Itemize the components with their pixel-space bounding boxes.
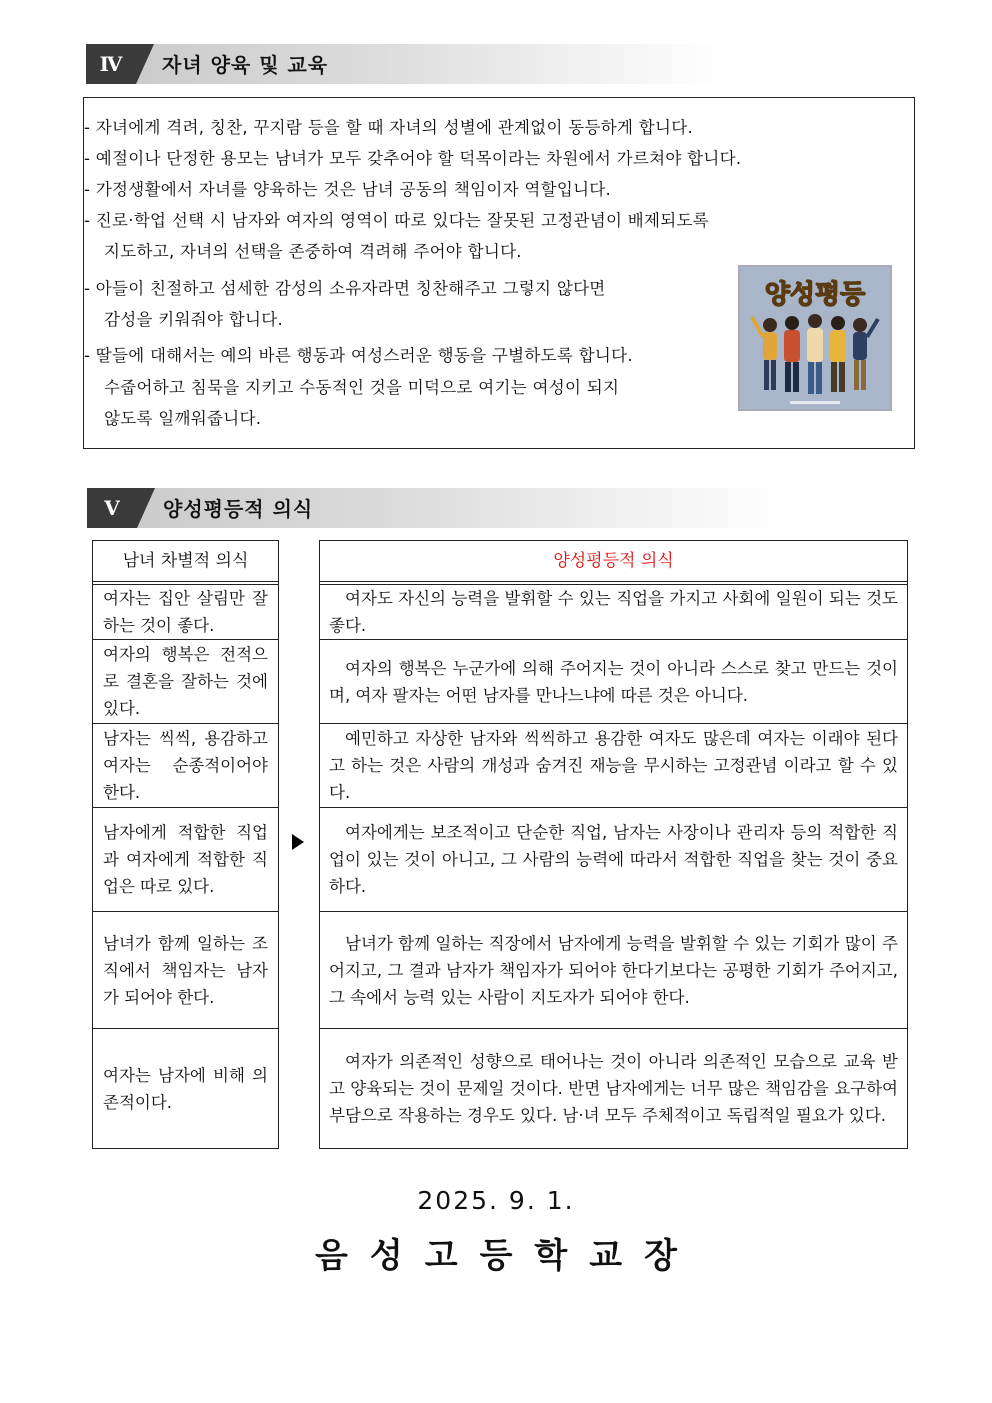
left-table-header: 남녀 차별적 의식 [93, 541, 278, 585]
right-cell-text: 여자가 의존적인 성향으로 태어나는 것이 아니라 의존적인 모습으로 교육 받고 양육되는 것이 문제일 것이다. 반면 남자에게는 너무 많은 책임감을 요구하여 부담으로 작용하는 경우도 있다. 남·녀 모두 주체적이고 독립적일 필요가 있다. [329, 1052, 898, 1125]
left-cell-6 [93, 1029, 278, 1148]
gender-equality-poster [738, 265, 892, 411]
left-cell-text: 여자는 남자에 비해 의존적이다. [103, 1065, 268, 1112]
left-cell-3 [93, 724, 278, 808]
right-cell-1 [320, 585, 907, 640]
left-cell-text: 남녀가 함께 일하는 조직에서 책임자는 남자가 되어야 한다. [103, 933, 268, 1007]
right-cell-3 [320, 724, 907, 808]
right-table-header: 양성평등적 의식 [320, 541, 907, 585]
right-cell-4 [320, 808, 907, 912]
discriminatory-awareness-table [92, 540, 279, 1149]
right-cell-text: 여자에게는 보조적이고 단순한 직업, 남자는 사장이나 관리자 등의 적합한 직업이 있는 것이 아니고, 그 사람의 능력에 따라서 적합한 직업을 찾는 것이 중요하다. [329, 823, 898, 896]
section4-number: Ⅳ [86, 44, 136, 84]
right-cell-text: 남녀가 함께 일하는 직장에서 남자에게 능력을 발휘할 수 있는 기회가 많이 주어지고, 그 결과 남자가 책임자가 되어야 한다기보다는 공평한 기회가 주어지고, 그 속에서 능력 있는 사람이 지도자가 되어야 한다. [329, 933, 898, 1007]
signer-title: 음성고등학교장 [315, 1236, 699, 1276]
section4-line-10: 않도록 일깨워줍니다. [104, 409, 262, 428]
left-cell-text: 여자의 행복은 전적으로 결혼을 잘하는 것에 있다. [103, 645, 268, 718]
section4-line-9: 수줍어하고 침묵을 지키고 수동적인 것을 미덕으로 여기는 여성이 되지 [104, 378, 620, 397]
section4-line-2: - 예절이나 단정한 용모는 남녀가 모두 갖추어야 할 덕목이라는 차원에서 가르쳐야 합니다. [84, 149, 742, 168]
right-cell-5 [320, 912, 907, 1029]
section4-title: 자녀 양육 및 교육 [162, 53, 329, 77]
section5-number: Ⅴ [87, 488, 137, 528]
left-cell-1 [93, 585, 278, 640]
section4-line-4: - 진로·학업 선택 시 남자와 여자의 영역이 따로 있다는 잘못된 고정관념이 배제되도록 [84, 211, 709, 230]
section4-line-1: - 자녀에게 격려, 칭찬, 꾸지람 등을 할 때 자녀의 성별에 관계없이 동등하게 합니다. [84, 118, 694, 137]
section4-header [86, 44, 726, 84]
poster-illustration [740, 267, 890, 409]
gender-equality-awareness-table [319, 540, 908, 1149]
section4-line-3: - 가정생활에서 자녀를 양육하는 것은 남녀 공동의 책임이자 역할입니다. [84, 180, 612, 199]
right-cell-6 [320, 1029, 907, 1148]
right-arrow-icon [292, 834, 304, 850]
section5-header [87, 488, 787, 528]
right-cell-text: 예민하고 자상한 남자와 씩씩하고 용감한 여자도 많은데 여자는 이래야 된다고 하는 것은 사람의 개성과 숨겨진 재능을 무시하는 고정관념 이라고 할 수 있다. [329, 729, 898, 802]
section4-header-wedge [136, 44, 154, 84]
left-cell-text: 남자는 씩씩, 용감하고 여자는 순종적이어야 한다. [103, 729, 268, 802]
section4-line-6: - 아들이 친절하고 섬세한 감성의 소유자라면 칭찬해주고 그렇지 않다면 [84, 279, 606, 298]
section4-line-5: 지도하고, 자녀의 선택을 존중하여 격려해 주어야 합니다. [104, 242, 522, 261]
left-cell-4 [93, 808, 278, 912]
right-cell-2 [320, 640, 907, 724]
poster-title: 양성평등 [764, 280, 866, 310]
right-cell-text: 여자의 행복은 누군가에 의해 주어지는 것이 아니라 스스로 찾고 만드는 것이며, 여자 팔자는 어떤 남자를 만나느냐에 따른 것은 아니다. [329, 658, 898, 705]
document-date: 2025. 9. 1. [417, 1186, 575, 1215]
right-cell-text: 여자도 자신의 능력을 발휘할 수 있는 직업을 가지고 사회에 일원이 되는 것도 좋다. [329, 589, 898, 635]
section4-line-7: 감성을 키워줘야 합니다. [104, 310, 284, 329]
section5-title: 양성평등적 의식 [163, 497, 314, 521]
left-cell-5 [93, 912, 278, 1029]
section5-header-wedge [137, 488, 155, 528]
section4-line-8: - 딸들에 대해서는 예의 바른 행동과 여성스러운 행동을 구별하도록 합니다. [84, 346, 633, 365]
left-cell-text: 여자는 집안 살림만 잘하는 것이 좋다. [103, 589, 268, 635]
left-cell-text: 남자에게 적합한 직업과 여자에게 적합한 직업은 따로 있다. [103, 823, 268, 896]
left-cell-2 [93, 640, 278, 724]
section4-content-box [83, 97, 915, 449]
